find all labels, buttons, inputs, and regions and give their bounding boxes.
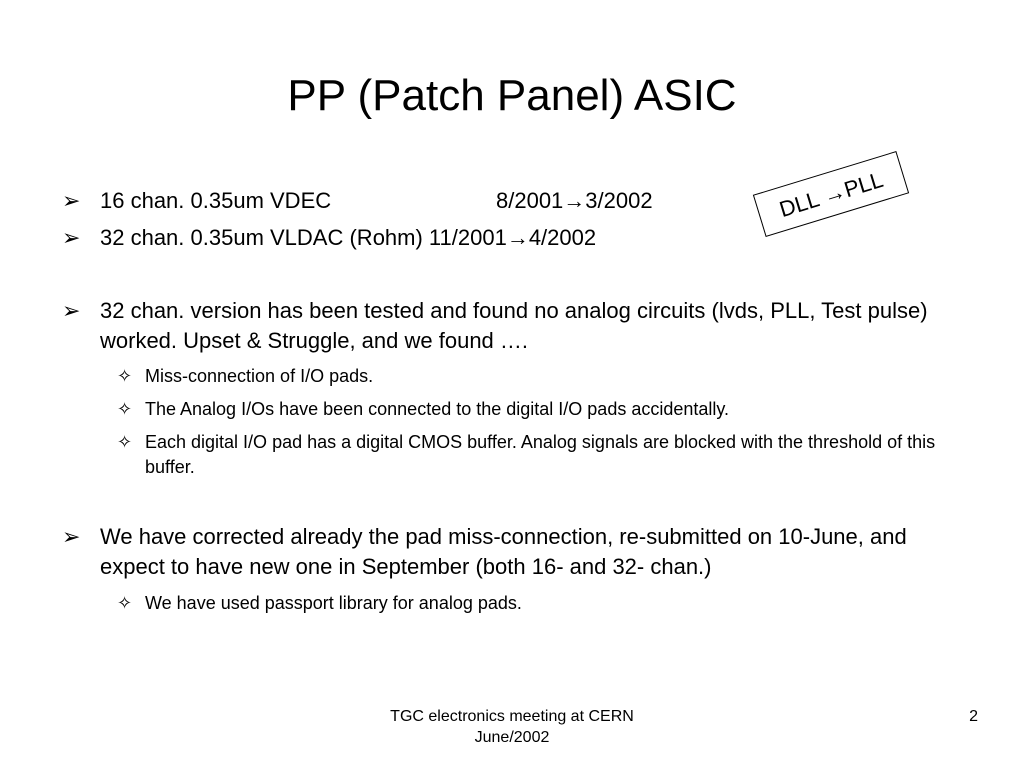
footer-line-2: June/2002: [474, 729, 550, 746]
arrow-bullet-icon: ➢: [62, 225, 81, 250]
slide-title: PP (Patch Panel) ASIC: [287, 71, 737, 120]
star-bullet-icon: ✧: [117, 366, 133, 386]
sub-bullet-text: We have used passport library for analog pads.: [145, 593, 522, 613]
sub-bullet-text: The Analog I/Os have been connected to the digital I/O pads accidentally.: [145, 399, 730, 419]
bullet-item: [62, 223, 942, 253]
arrow-bullet-icon: ➢: [62, 524, 81, 549]
bullet-date: 8/2001→3/2002: [496, 188, 653, 213]
bullet-text: 32 chan. version has been tested and found no analog circuits (lvds, PLL, Test pulse) worked. Upset & Struggle, and we found ….: [100, 298, 928, 353]
sub-bullet-text: Miss-connection of I/O pads.: [145, 366, 374, 386]
sub-bullet-text: Each digital I/O pad has a digital CMOS buffer. Analog signals are blocked with the threshold of this buffer.: [145, 432, 936, 477]
sub-bullet-item: [117, 430, 947, 480]
bullet-item: [62, 186, 942, 216]
footer-text: [312, 706, 712, 748]
star-bullet-icon: ✧: [117, 432, 133, 452]
bullet-text: We have corrected already the pad miss-connection, re-submitted on 10-June, and expect to have new one in September (both 16- and 32- chan.): [100, 524, 907, 579]
sub-bullet-item: [117, 364, 947, 389]
bullet-text: 16 chan. 0.35um VDEC: [100, 188, 332, 213]
sub-bullet-item: [117, 591, 947, 616]
arrow-bullet-icon: ➢: [62, 188, 81, 213]
sub-bullet-item: [117, 397, 947, 422]
star-bullet-icon: ✧: [117, 593, 133, 613]
page-number: 2: [969, 708, 978, 725]
bullet-text: 32 chan. 0.35um VLDAC (Rohm) 11/2001→4/2002: [100, 225, 597, 250]
bullet-item: [62, 296, 942, 356]
star-bullet-icon: ✧: [117, 399, 133, 419]
footer-line-1: TGC electronics meeting at CERN: [390, 708, 634, 725]
arrow-bullet-icon: ➢: [62, 298, 81, 323]
bullet-item: [62, 522, 942, 582]
dll-pll-callout-box: DLL →PLL: [753, 151, 909, 237]
